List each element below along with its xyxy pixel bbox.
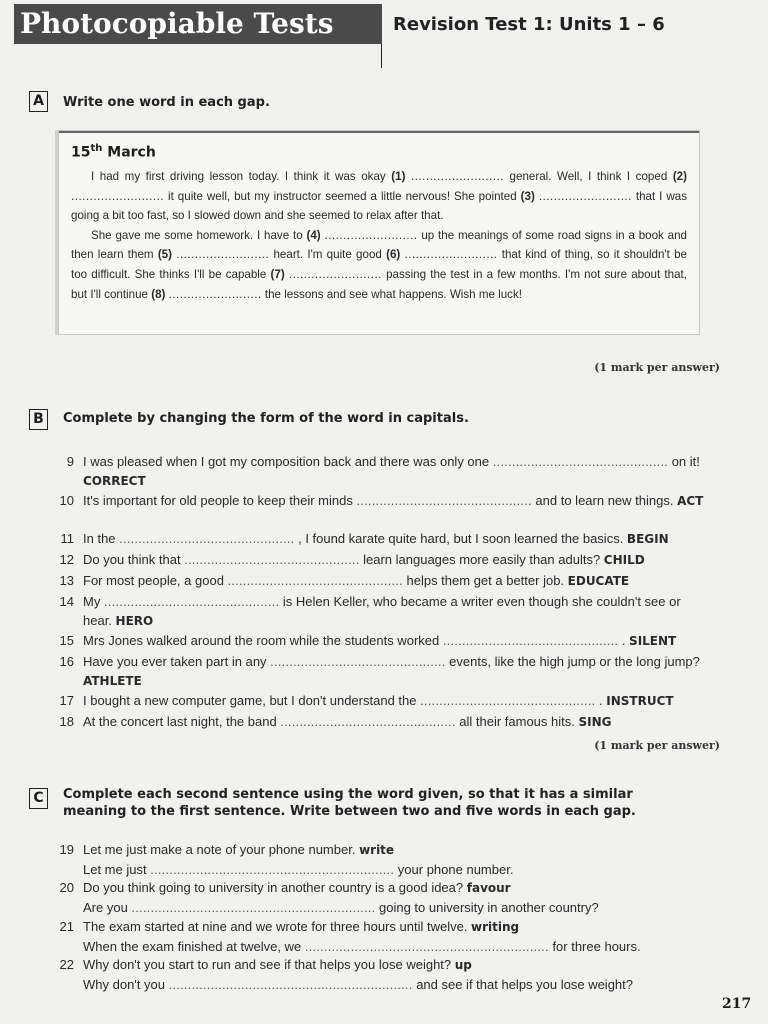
item-text-before: For most people, a good: [83, 573, 228, 588]
exercise-item: [50, 491, 710, 511]
item-text-after: learn languages more easily than adults?: [359, 552, 604, 567]
item-second-sentence: [83, 860, 710, 879]
second-sentence-after: and see if that helps you lose weight?: [416, 977, 633, 992]
item-text: [83, 529, 710, 549]
text-segment: heart. I'm quite good: [269, 248, 387, 262]
exercise-item: [50, 840, 710, 879]
answer-gap-input[interactable]: ..............................................: [280, 714, 456, 729]
keyword-capitals: SING: [578, 715, 612, 729]
item-number: 10: [59, 493, 74, 508]
section-c-instruction: Complete each second sentence using the word given, so that it has a similar meaning to the first sentence. Write between two and five words in each gap.: [63, 787, 636, 819]
second-sentence-before: Are you: [83, 900, 132, 915]
item-text: [83, 592, 710, 631]
item-text-after: events, like the high jump or the long jump?: [445, 654, 700, 669]
item-number: 19: [59, 842, 74, 857]
diary-paragraph-2: [71, 226, 687, 304]
first-sentence-text: The exam started at nine and we wrote for three hours until twelve.: [83, 919, 472, 934]
keyword-capitals: ATHLETE: [83, 674, 142, 688]
item-number: 12: [59, 552, 74, 567]
item-second-sentence: [83, 898, 710, 917]
exercise-item: [50, 878, 710, 917]
section-a-marks: (1 mark per answer): [594, 361, 720, 374]
exercise-item: [50, 631, 710, 651]
item-number: 17: [59, 693, 74, 708]
exercise-item: [50, 550, 710, 570]
gap-6-input[interactable]: .........................: [404, 248, 498, 262]
gap-7-input[interactable]: .........................: [288, 267, 382, 281]
second-sentence-before: Why don't you: [83, 977, 169, 992]
answer-gap-input[interactable]: ..............................................: [492, 454, 669, 469]
item-text-before: My: [83, 594, 104, 609]
item-first-sentence: [83, 878, 710, 898]
keyword-capitals: ACT: [677, 494, 704, 508]
answer-gap-input[interactable]: ..............................................: [103, 594, 280, 609]
gap-number: (3): [520, 189, 535, 203]
keyword-capitals: SILENT: [629, 634, 677, 648]
gap-number: (1): [391, 170, 406, 183]
section-a-instruction: Write one word in each gap.: [63, 95, 270, 110]
second-sentence-before: When the exam finished at twelve, we: [83, 939, 305, 954]
item-text-after: .: [618, 633, 630, 648]
text-segment: passing the test in a few months. I'm not sure about that, but I'll continue: [71, 267, 687, 301]
exercise-item: [50, 529, 710, 549]
keyword-given: writing: [471, 920, 520, 934]
item-text-before: In the: [83, 531, 120, 546]
item-text-before: Do you think that: [83, 552, 185, 567]
item-number: 21: [59, 919, 74, 934]
item-first-sentence: [83, 917, 710, 937]
item-text-after: , I found karate quite hard, but I soon learned the basics.: [294, 531, 627, 546]
first-sentence-text: Do you think going to university in another country is a good idea?: [83, 880, 467, 895]
header-divider: [381, 44, 382, 68]
answer-gap-input[interactable]: ..............................................: [442, 633, 619, 648]
page-number: 217: [722, 996, 752, 1012]
item-text-after: helps them get a better job.: [402, 573, 568, 588]
item-number: 9: [66, 454, 74, 469]
exercise-item: [50, 917, 710, 956]
text-segment: that kind of thing, so it shouldn't be too difficult. She thinks I'll be capable: [71, 248, 687, 281]
item-number: 16: [59, 654, 74, 669]
item-first-sentence: [83, 840, 710, 860]
gap-2-input[interactable]: .........................: [71, 189, 165, 203]
item-number: 15: [59, 633, 74, 648]
first-sentence-text: Let me just make a note of your phone number.: [83, 842, 360, 857]
keyword-capitals: INSTRUCT: [606, 694, 674, 708]
item-number: 11: [60, 531, 74, 546]
exercise-item: [50, 652, 710, 691]
item-text: [83, 652, 710, 691]
diary-paragraph-1: [71, 167, 687, 226]
gap-number: (2): [672, 170, 687, 183]
keyword-capitals: CHILD: [603, 553, 645, 567]
item-text-before: I bought a new computer game, but I don't understand the: [83, 693, 421, 708]
keyword-capitals: CORRECT: [83, 474, 146, 488]
first-sentence-text: Why don't you start to run and see if that helps you lose weight?: [83, 957, 455, 972]
section-a-label: A: [29, 91, 48, 112]
text-segment: She gave me some homework. I have to: [91, 228, 307, 242]
keyword-capitals: HERO: [115, 614, 154, 628]
item-number: 14: [59, 594, 74, 609]
gap-number: (8): [151, 287, 166, 301]
exercise-item: [50, 955, 710, 994]
exercise-item: [50, 571, 710, 591]
gap-number: (4): [306, 228, 321, 242]
item-number: 18: [59, 714, 74, 729]
gap-number: (6): [386, 248, 401, 262]
date-day: 15: [71, 144, 91, 161]
keyword-given: favour: [466, 881, 511, 895]
item-text: [83, 712, 710, 732]
item-text: [83, 550, 710, 570]
item-first-sentence: [83, 955, 710, 975]
section-b-instruction: Complete by changing the form of the word in capitals.: [63, 411, 469, 426]
text-segment: the lessons and see what happens. Wish me luck!: [261, 287, 522, 301]
answer-gap-input[interactable]: ..............................................: [270, 654, 446, 669]
gap-4-input[interactable]: .........................: [324, 228, 418, 242]
second-sentence-after: your phone number.: [397, 862, 514, 877]
exercise-item: [50, 691, 710, 711]
keyword-given: up: [454, 958, 472, 972]
second-sentence-before: Let me just: [83, 862, 151, 877]
exercise-item: [50, 592, 710, 631]
keyword-capitals: BEGIN: [626, 532, 669, 546]
exercise-item: [50, 712, 710, 732]
gap-3-input[interactable]: .........................: [538, 189, 632, 203]
gap-number: (7): [270, 267, 285, 281]
item-text-before: At the concert last night, the band: [83, 714, 281, 729]
item-text-before: I was pleased when I got my composition back and there was only one: [83, 454, 493, 469]
item-text-before: Have you ever taken part in any: [83, 654, 271, 669]
gap-number: (5): [157, 248, 172, 262]
item-text-before: It's important for old people to keep their minds: [83, 493, 357, 508]
item-second-sentence: [83, 975, 710, 994]
answer-gap-input[interactable]: ................................................................: [168, 977, 413, 992]
section-b-label: B: [29, 409, 48, 430]
second-sentence-after: for three hours.: [552, 939, 641, 954]
text-segment: up the meanings of some road signs in a book and then learn them: [71, 228, 687, 262]
item-text: [83, 691, 710, 711]
answer-gap-input[interactable]: ..............................................: [184, 552, 360, 567]
item-text: [83, 571, 710, 591]
answer-gap-input[interactable]: ................................................................: [150, 862, 395, 877]
item-text: [83, 491, 710, 511]
item-text-after: all their famous hits.: [455, 714, 579, 729]
text-segment: it quite well, but my instructor seemed a little nervous! She pointed: [164, 189, 521, 203]
keyword-capitals: EDUCATE: [567, 574, 630, 588]
item-text-after: and to learn new things.: [531, 493, 678, 508]
date-suffix: th: [90, 143, 103, 154]
keyword-given: write: [359, 843, 395, 857]
item-second-sentence: [83, 937, 710, 956]
item-text-after: .: [595, 693, 607, 708]
diary-date: [71, 143, 156, 161]
answer-gap-input[interactable]: ..............................................: [227, 573, 403, 588]
gap-1-input[interactable]: .........................: [410, 170, 505, 183]
page-title: Photocopiable Tests: [14, 4, 382, 44]
gap-8-input[interactable]: .........................: [168, 287, 262, 301]
answer-gap-input[interactable]: ................................................................: [131, 900, 376, 915]
answer-gap-input[interactable]: ..............................................: [420, 693, 596, 708]
section-c-label: C: [29, 788, 48, 809]
answer-gap-input[interactable]: ................................................................: [304, 939, 549, 954]
section-b-marks: (1 mark per answer): [594, 739, 720, 752]
item-text-after: on it!: [668, 454, 700, 469]
item-number: 13: [59, 573, 74, 588]
item-text: [83, 452, 710, 491]
diary-text: [71, 167, 687, 304]
gap-5-input[interactable]: .........................: [176, 248, 270, 262]
item-number: 20: [59, 880, 74, 895]
exercise-item: [50, 452, 710, 491]
item-text-after: is Helen Keller, who became a writer even though she couldn't see or hear.: [83, 594, 681, 628]
item-number: 22: [59, 957, 74, 972]
date-month: March: [107, 144, 156, 161]
text-segment: that I was going a bit too fast, so I slowed down and she seemed to relax after that.: [71, 189, 688, 223]
text-segment: I had my first driving lesson today. I think it was okay: [91, 170, 392, 183]
answer-gap-input[interactable]: ..............................................: [119, 531, 295, 546]
diary-entry-box: [58, 130, 700, 335]
test-subtitle: Revision Test 1: Units 1 – 6: [393, 14, 665, 35]
second-sentence-after: going to university in another country?: [379, 900, 599, 915]
answer-gap-input[interactable]: ..............................................: [356, 493, 532, 508]
text-segment: general. Well, I think I coped: [504, 170, 673, 183]
item-text-before: Mrs Jones walked around the room while the students worked: [83, 633, 443, 648]
item-text: [83, 631, 710, 651]
